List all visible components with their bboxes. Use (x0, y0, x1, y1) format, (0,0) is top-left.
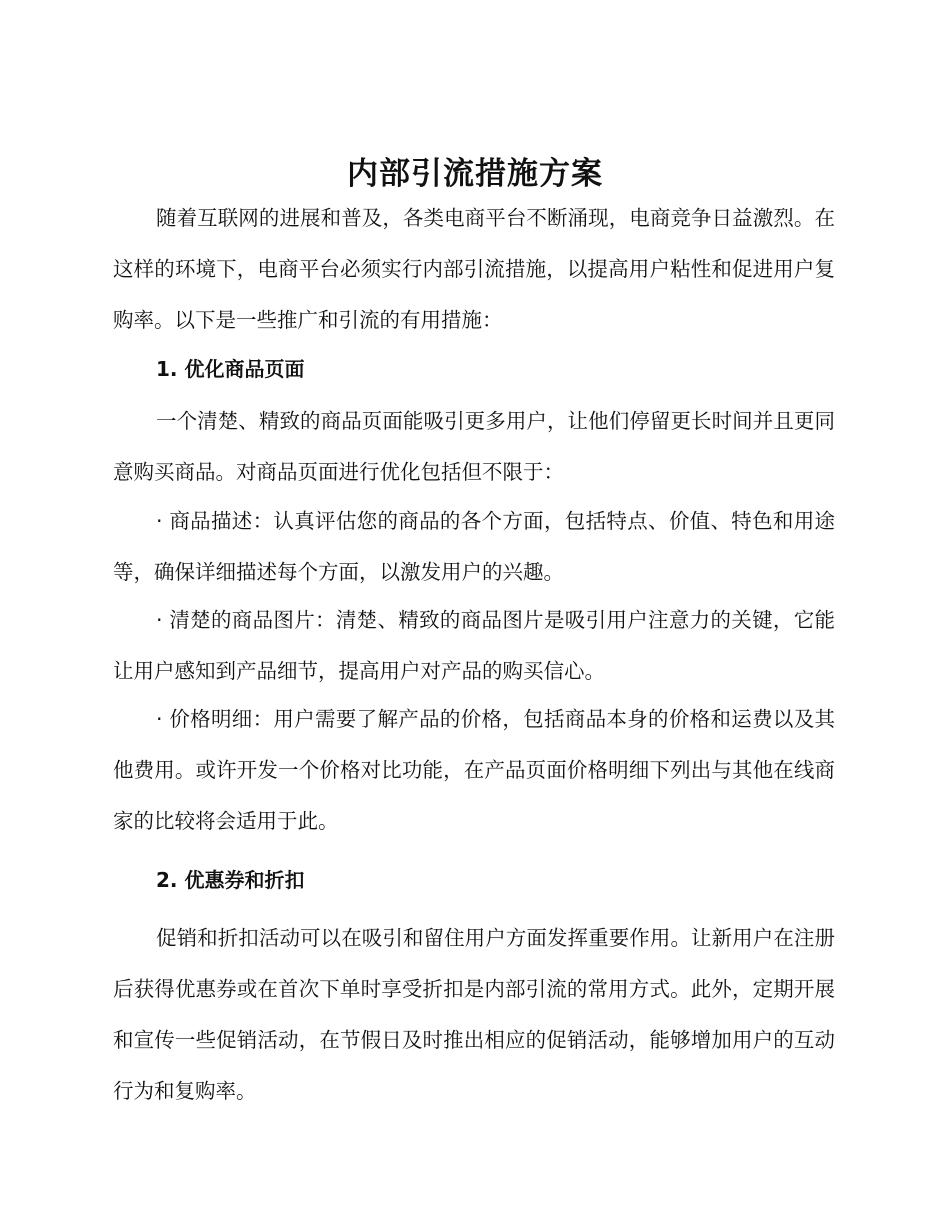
bullet-product-images: · 清楚的商品图片：清楚、精致的商品图片是吸引用户注意力的关键，它能让用户感知到产品细节，提高用户对产品的购买信心。 (113, 608, 835, 683)
section-2-heading: 2. 优惠券和折扣 (156, 868, 305, 892)
bullet-product-description: · 商品描述：认真评估您的商品的各个方面，包括特点、价值、特色和用途等，确保详细描述每个方面，以激发用户的兴趣。 (113, 509, 835, 584)
section-1-paragraph: 一个清楚、精致的商品页面能吸引更多用户，让他们停留更长时间并且更同意购买商品。对商品页面进行优化包括但不限于： (113, 409, 835, 484)
document-title: 内部引流措施方案 (347, 156, 603, 192)
intro-paragraph: 随着互联网的进展和普及，各类电商平台不断涌现，电商竞争日益激烈。在这样的环境下，电商平台必须实行内部引流措施，以提高用户粘性和促进用户复购率。以下是一些推广和引流的有用措施： (113, 206, 835, 332)
section-2-paragraph: 促销和折扣活动可以在吸引和留住用户方面发挥重要作用。让新用户在注册后获得优惠券或在首次下单时享受折扣是内部引流的常用方式。此外，定期开展和宣传一些促销活动，在节假日及时推出相应的促销活动，能够增加用户的互动行为和复购率。 (113, 926, 835, 1103)
bullet-price-details: · 价格明细：用户需要了解产品的价格，包括商品本身的价格和运费以及其他费用。或许开发一个价格对比功能，在产品页面价格明细下列出与其他在线商家的比较将会适用于此。 (113, 707, 835, 833)
section-1-heading: 1. 优化商品页面 (156, 357, 305, 381)
